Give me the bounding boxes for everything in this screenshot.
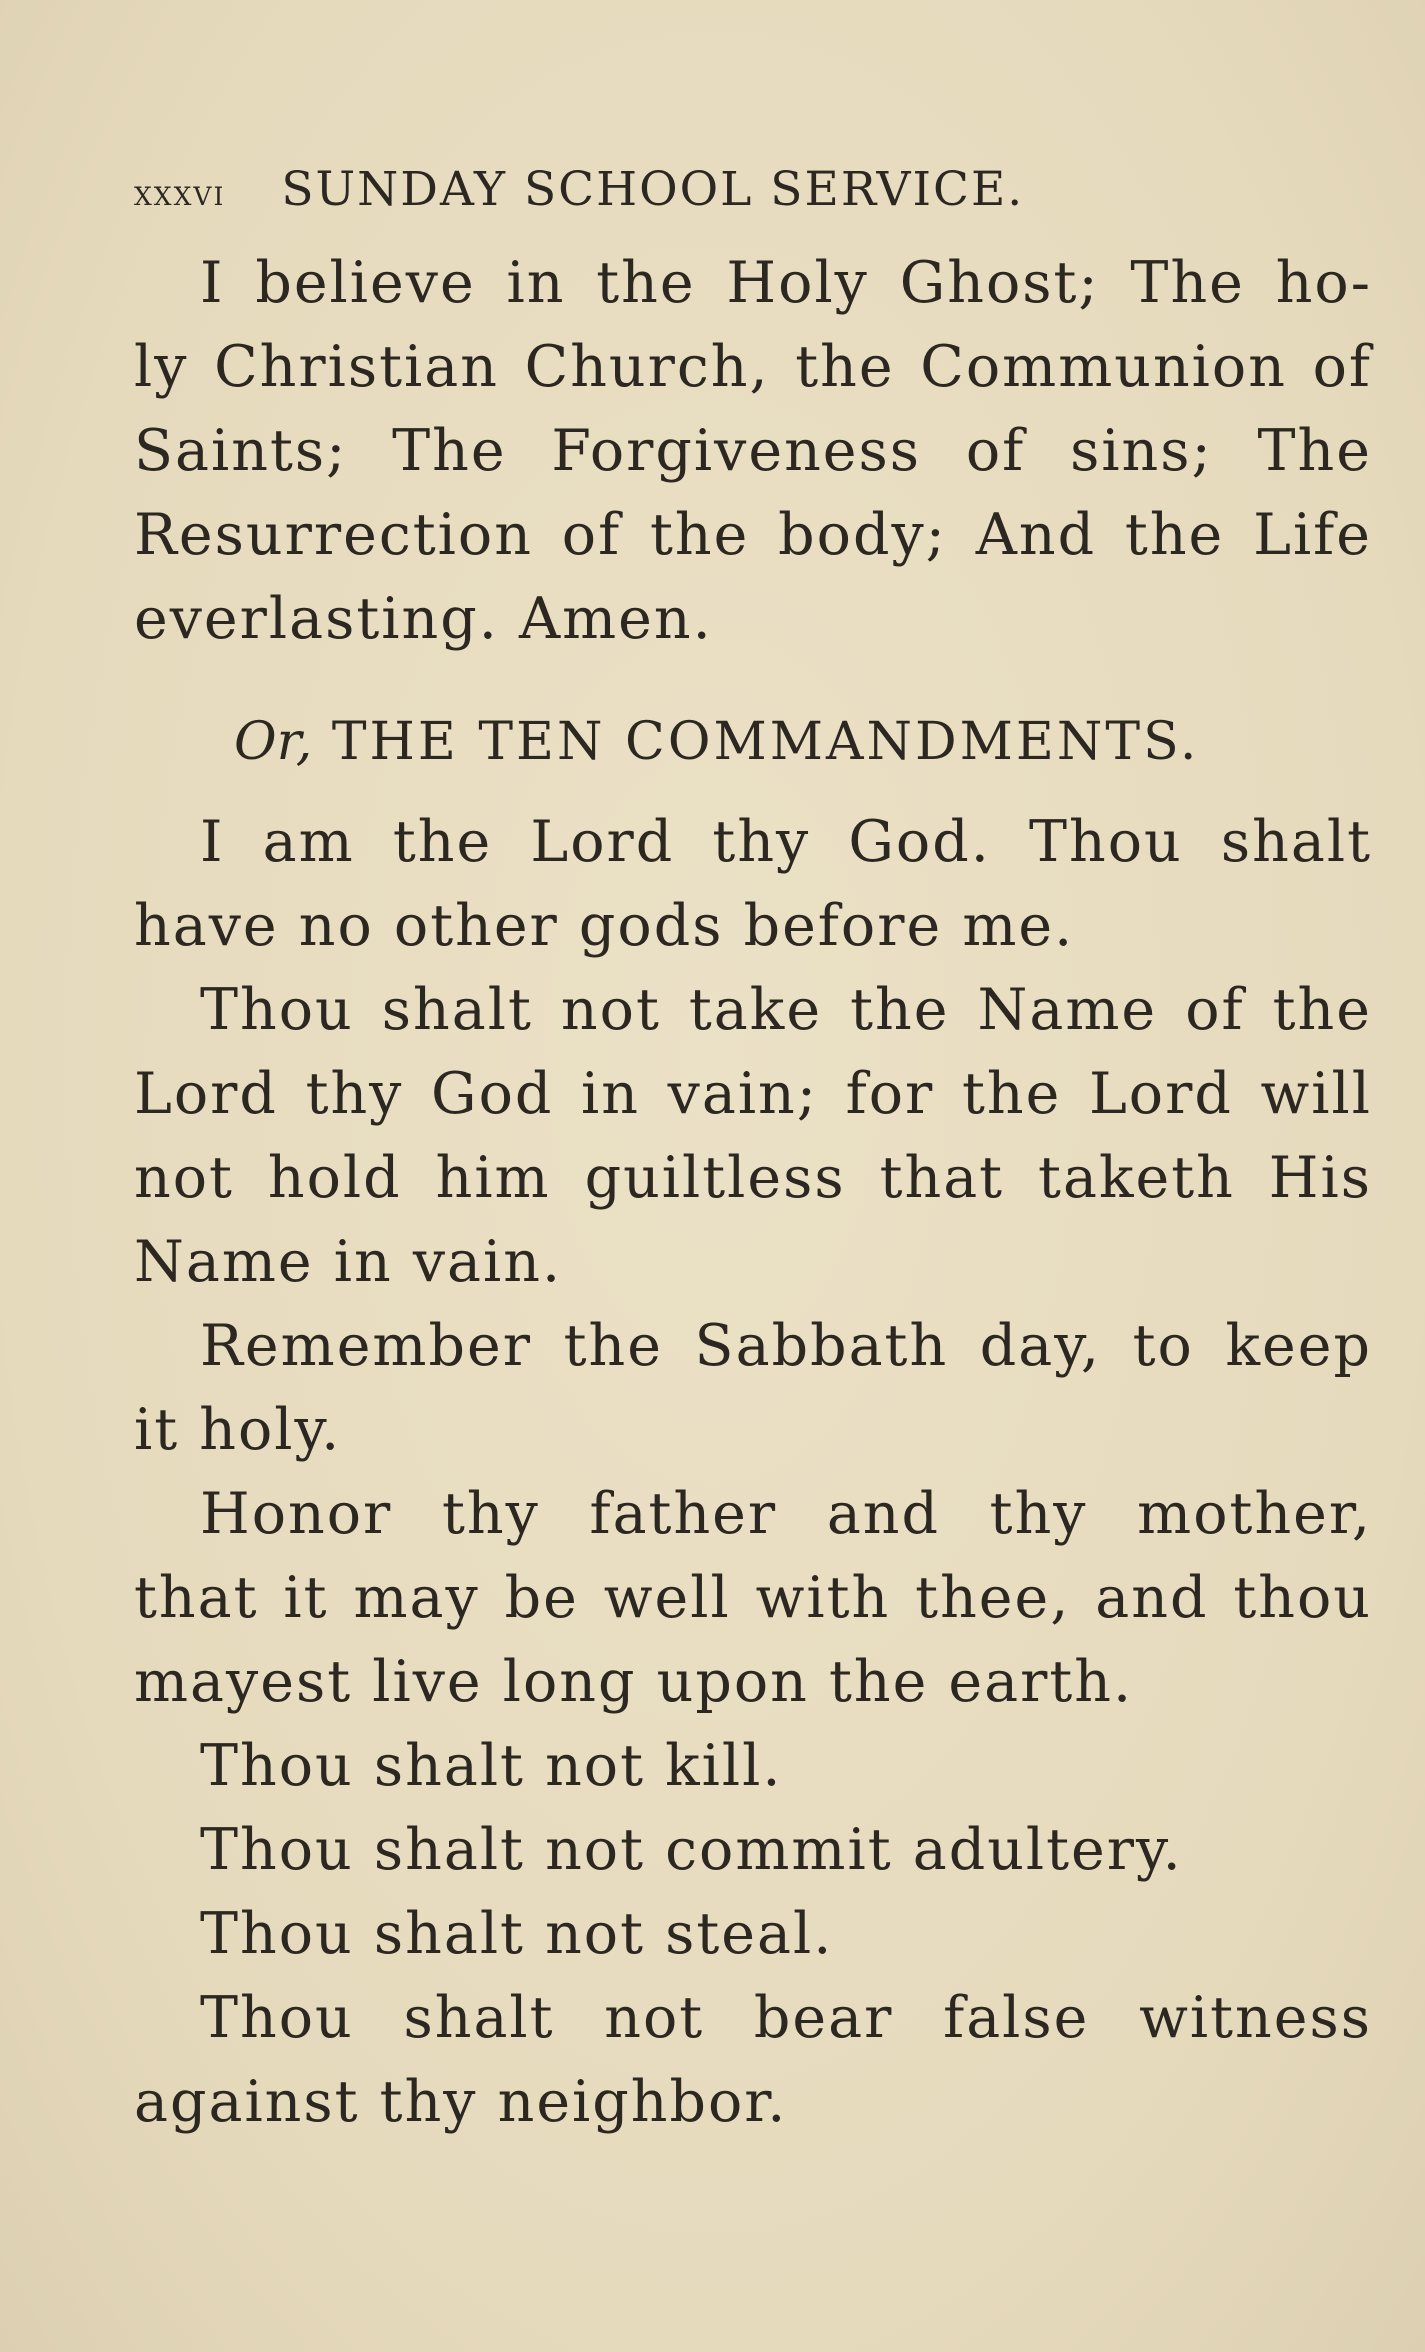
commandment-line-15: Thou shalt not bear false witness	[200, 1985, 1372, 2051]
commandment-line-2: have no other gods before me.	[134, 893, 1075, 959]
commandment-line-14: Thou shalt not steal.	[200, 1901, 834, 1967]
creed-line-1: I believe in the Holy Ghost; The ho-	[200, 250, 1372, 316]
commandment-line-16: against thy neighbor.	[134, 2069, 788, 2135]
creed-line-5: everlasting. Amen.	[134, 586, 713, 652]
page-header	[134, 162, 1134, 222]
running-title: SUNDAY SCHOOL SERVICE.	[281, 162, 1025, 217]
commandment-line-4: Lord thy God in vain; for the Lord will	[134, 1061, 1372, 1127]
section-heading	[234, 712, 1274, 772]
commandment-line-11: mayest live long upon the earth.	[134, 1649, 1134, 1715]
page-number: xxxvi	[134, 174, 226, 214]
commandment-line-13: Thou shalt not commit adultery.	[200, 1817, 1183, 1883]
creed-line-2: ly Christian Church, the Communion of	[134, 334, 1372, 400]
commandment-line-10: that it may be well with thee, and thou	[134, 1565, 1372, 1631]
commandment-line-7: Remember the Sabbath day, to keep	[200, 1313, 1372, 1379]
commandment-line-8: it holy.	[134, 1397, 342, 1463]
commandment-line-5: not hold him guiltless that taketh His	[134, 1145, 1372, 1211]
commandment-line-9: Honor thy father and thy mother,	[200, 1481, 1372, 1547]
heading-prefix: Or,	[234, 712, 313, 772]
commandment-line-3: Thou shalt not take the Name of the	[200, 977, 1372, 1043]
creed-line-3: Saints; The Forgiveness of sins; The	[134, 418, 1372, 484]
commandment-line-6: Name in vain.	[134, 1229, 563, 1295]
heading-title: THE TEN COMMANDMENTS.	[331, 712, 1200, 772]
creed-line-4: Resurrection of the body; And the Life	[134, 502, 1372, 568]
commandment-line-1: I am the Lord thy God. Thou shalt	[200, 809, 1372, 875]
commandment-line-12: Thou shalt not kill.	[200, 1733, 783, 1799]
